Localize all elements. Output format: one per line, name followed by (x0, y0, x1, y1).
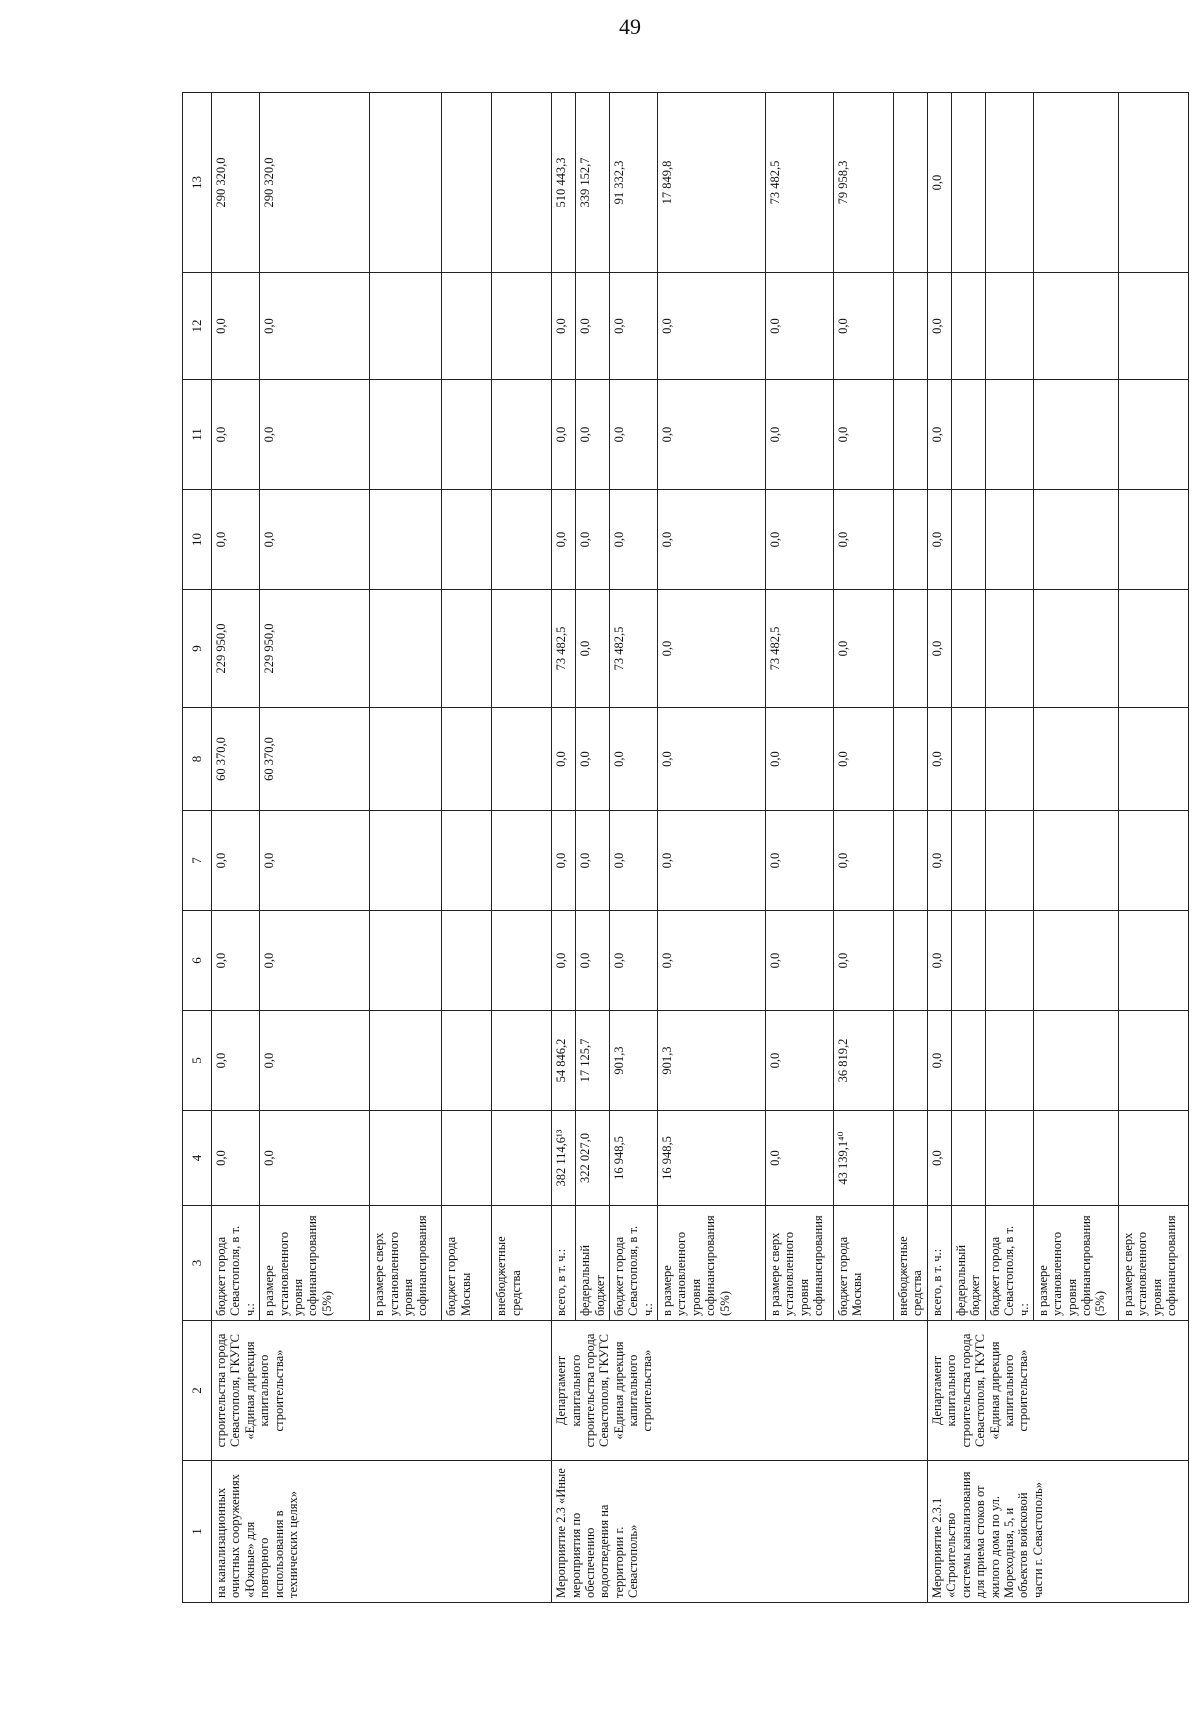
value-cell: 54 846,2 (552, 1011, 576, 1111)
value-cell: 16 948,5 (609, 1111, 657, 1206)
value-cell (1033, 590, 1118, 708)
funding-source-cell: в размере сверх установленного уровня софинансирования (370, 1206, 442, 1321)
value-cell: 0,0 (928, 708, 952, 811)
value-cell (492, 490, 552, 590)
value-cell: 0,0 (834, 811, 894, 911)
value-cell: 290 320,0 (260, 93, 370, 273)
value-cell (492, 1011, 552, 1111)
value-cell (442, 93, 492, 273)
value-cell: 229 950,0 (212, 590, 260, 708)
value-cell (442, 911, 492, 1011)
value-cell (442, 811, 492, 911)
value-cell: 382 114,6¹³ (552, 1111, 576, 1206)
column-number-header: 10 (183, 490, 212, 590)
value-cell (442, 273, 492, 380)
funding-source-cell: внебюджетные средства (492, 1206, 552, 1321)
funding-source-cell: бюджет города Москвы (442, 1206, 492, 1321)
value-cell: 339 152,7 (576, 93, 610, 273)
value-cell: 0,0 (834, 590, 894, 708)
value-cell (370, 811, 442, 911)
value-cell: 0,0 (766, 1111, 834, 1206)
value-cell (492, 273, 552, 380)
funding-source-cell: бюджет города Севастополя, в т. ч.: (985, 1206, 1033, 1321)
value-cell: 0,0 (928, 93, 952, 273)
value-cell (1118, 1011, 1188, 1111)
value-cell (985, 380, 1033, 490)
value-cell (1118, 490, 1188, 590)
value-cell: 0,0 (609, 911, 657, 1011)
value-cell: 0,0 (658, 911, 766, 1011)
value-cell (492, 590, 552, 708)
value-cell: 0,0 (766, 490, 834, 590)
value-cell: 73 482,5 (609, 590, 657, 708)
value-cell (370, 1111, 442, 1206)
value-cell (1118, 93, 1188, 273)
value-cell: 91 332,3 (609, 93, 657, 273)
value-cell: 0,0 (766, 1011, 834, 1111)
column-number-header: 9 (183, 590, 212, 708)
value-cell (985, 490, 1033, 590)
value-cell: 510 443,3 (552, 93, 576, 273)
value-cell: 0,0 (766, 273, 834, 380)
value-cell (370, 590, 442, 708)
value-cell: 0,0 (212, 911, 260, 1011)
value-cell (894, 708, 928, 811)
value-cell: 0,0 (576, 811, 610, 911)
value-cell: 290 320,0 (212, 93, 260, 273)
value-cell (492, 93, 552, 273)
value-cell: 0,0 (834, 273, 894, 380)
value-cell: 0,0 (658, 380, 766, 490)
value-cell (370, 1011, 442, 1111)
value-cell (442, 708, 492, 811)
value-cell (985, 911, 1033, 1011)
value-cell: 60 370,0 (260, 708, 370, 811)
page-number: 49 (619, 14, 641, 39)
value-cell (952, 273, 986, 380)
value-cell (1118, 380, 1188, 490)
value-cell (952, 93, 986, 273)
value-cell: 0,0 (552, 273, 576, 380)
value-cell (370, 380, 442, 490)
value-cell (492, 811, 552, 911)
value-cell (894, 1111, 928, 1206)
funding-source-cell: всего, в т. ч.: (552, 1206, 576, 1321)
value-cell: 0,0 (576, 490, 610, 590)
value-cell: 0,0 (834, 911, 894, 1011)
value-cell (985, 1111, 1033, 1206)
funding-source-cell: в размере установленного уровня софинансирования (5%) (1033, 1206, 1118, 1321)
value-cell (1118, 911, 1188, 1011)
value-cell: 0,0 (766, 811, 834, 911)
value-cell: 79 958,3 (834, 93, 894, 273)
value-cell (952, 708, 986, 811)
value-cell: 0,0 (212, 490, 260, 590)
value-cell (894, 911, 928, 1011)
value-cell: 0,0 (928, 490, 952, 590)
header-row (183, 93, 212, 1603)
value-cell: 0,0 (834, 380, 894, 490)
value-cell: 901,3 (609, 1011, 657, 1111)
measure-name-cell: Мероприятие 2.3.1 «Строительство системы канализования для приема стоков от жилого дома по ул. Мореходная, 5, и объектов войсковой части г. Севастополь» (928, 1461, 1189, 1603)
value-cell: 0,0 (576, 708, 610, 811)
value-cell (1118, 273, 1188, 380)
value-cell: 0,0 (928, 911, 952, 1011)
column-number-header: 12 (183, 273, 212, 380)
value-cell: 0,0 (928, 273, 952, 380)
value-cell: 0,0 (658, 708, 766, 811)
value-cell: 0,0 (658, 590, 766, 708)
value-cell (1118, 1111, 1188, 1206)
value-cell: 0,0 (766, 911, 834, 1011)
table-row (928, 93, 952, 1603)
column-number-header: 8 (183, 708, 212, 811)
value-cell (1033, 273, 1118, 380)
value-cell (985, 811, 1033, 911)
value-cell (1033, 911, 1118, 1011)
value-cell: 0,0 (609, 708, 657, 811)
value-cell: 0,0 (552, 490, 576, 590)
value-cell: 73 482,5 (552, 590, 576, 708)
value-cell: 0,0 (834, 490, 894, 590)
column-number-header: 2 (183, 1321, 212, 1461)
value-cell (442, 1011, 492, 1111)
value-cell (1033, 1111, 1118, 1206)
funding-source-cell: всего, в т. ч.: (928, 1206, 952, 1321)
value-cell (1118, 590, 1188, 708)
value-cell (894, 490, 928, 590)
value-cell: 0,0 (658, 490, 766, 590)
value-cell (1118, 708, 1188, 811)
funding-source-cell: в размере установленного уровня софинансирования (5%) (260, 1206, 370, 1321)
value-cell (894, 93, 928, 273)
value-cell (370, 93, 442, 273)
value-cell (1033, 93, 1118, 273)
value-cell: 322 027,0 (576, 1111, 610, 1206)
value-cell: 0,0 (576, 273, 610, 380)
column-number-header: 4 (183, 1111, 212, 1206)
funding-source-cell: в размере сверх установленного уровня софинансирования (1118, 1206, 1188, 1321)
value-cell: 0,0 (212, 273, 260, 380)
value-cell: 43 139,1⁴⁰ (834, 1111, 894, 1206)
table-row (552, 93, 576, 1603)
rotated-table-wrapper (182, 93, 1178, 1603)
value-cell: 0,0 (766, 380, 834, 490)
value-cell (1033, 708, 1118, 811)
value-cell (492, 1111, 552, 1206)
value-cell (894, 811, 928, 911)
value-cell: 0,0 (260, 490, 370, 590)
executor-cell: строительства города Севастополя, ГКУГС «Единая дирекция капитального строительства» (212, 1321, 552, 1461)
column-number-header: 7 (183, 811, 212, 911)
column-number-header: 3 (183, 1206, 212, 1321)
funding-source-cell: в размере сверх установленного уровня софинансирования (766, 1206, 834, 1321)
value-cell: 0,0 (609, 380, 657, 490)
value-cell: 0,0 (260, 1011, 370, 1111)
value-cell (952, 490, 986, 590)
value-cell: 73 482,5 (766, 93, 834, 273)
value-cell: 0,0 (928, 380, 952, 490)
value-cell: 0,0 (212, 1111, 260, 1206)
value-cell: 0,0 (928, 811, 952, 911)
value-cell: 0,0 (609, 811, 657, 911)
value-cell (442, 1111, 492, 1206)
value-cell: 0,0 (552, 380, 576, 490)
value-cell: 0,0 (260, 1111, 370, 1206)
funding-source-cell: бюджет города Севастополя, в т. ч.: (609, 1206, 657, 1321)
funding-source-cell: внебюджетные средства (894, 1206, 928, 1321)
value-cell (952, 590, 986, 708)
value-cell (370, 911, 442, 1011)
value-cell: 0,0 (928, 590, 952, 708)
value-cell: 36 819,2 (834, 1011, 894, 1111)
value-cell: 0,0 (212, 811, 260, 911)
measure-name-cell: на канализационных очистных сооружениях «Южные» для повторного использования в технических целях» (212, 1461, 552, 1603)
value-cell (1118, 811, 1188, 911)
value-cell: 17 849,8 (658, 93, 766, 273)
value-cell (1033, 1011, 1118, 1111)
value-cell (492, 380, 552, 490)
funding-source-cell: бюджет города Севастополя, в т. ч.: (212, 1206, 260, 1321)
value-cell: 0,0 (609, 490, 657, 590)
value-cell (370, 273, 442, 380)
value-cell: 0,0 (576, 911, 610, 1011)
column-number-header: 13 (183, 93, 212, 273)
value-cell (442, 590, 492, 708)
value-cell: 229 950,0 (260, 590, 370, 708)
value-cell (1033, 811, 1118, 911)
value-cell: 0,0 (658, 273, 766, 380)
value-cell: 0,0 (260, 911, 370, 1011)
value-cell: 0,0 (609, 273, 657, 380)
value-cell (492, 911, 552, 1011)
value-cell (952, 811, 986, 911)
value-cell: 0,0 (928, 1111, 952, 1206)
column-number-header: 6 (183, 911, 212, 1011)
value-cell (894, 380, 928, 490)
budget-table (182, 92, 1189, 1603)
value-cell (985, 273, 1033, 380)
value-cell (985, 590, 1033, 708)
value-cell: 0,0 (212, 1011, 260, 1111)
value-cell: 0,0 (552, 811, 576, 911)
value-cell: 0,0 (576, 590, 610, 708)
value-cell (894, 1011, 928, 1111)
value-cell (985, 1011, 1033, 1111)
table-row (212, 93, 260, 1603)
funding-source-cell: бюджет города Москвы (834, 1206, 894, 1321)
value-cell (952, 1111, 986, 1206)
value-cell: 0,0 (552, 708, 576, 811)
value-cell (894, 590, 928, 708)
value-cell (985, 708, 1033, 811)
value-cell (442, 490, 492, 590)
value-cell: 0,0 (576, 380, 610, 490)
value-cell (370, 708, 442, 811)
funding-source-cell: федеральный бюджет (952, 1206, 986, 1321)
value-cell (985, 93, 1033, 273)
column-number-header: 1 (183, 1461, 212, 1603)
value-cell (1033, 490, 1118, 590)
funding-source-cell: федеральный бюджет (576, 1206, 610, 1321)
value-cell: 16 948,5 (658, 1111, 766, 1206)
value-cell: 0,0 (260, 380, 370, 490)
value-cell: 60 370,0 (212, 708, 260, 811)
value-cell: 901,3 (658, 1011, 766, 1111)
executor-cell: Департамент капитального строительства города Севастополя, ГКУГС «Единая дирекция капитального строительства» (552, 1321, 928, 1461)
value-cell (952, 1011, 986, 1111)
value-cell (1033, 380, 1118, 490)
value-cell: 0,0 (260, 811, 370, 911)
value-cell (442, 380, 492, 490)
executor-cell: Департамент капитального строительства города Севастополя, ГКУГС «Единая дирекция капитального строительства» (928, 1321, 1189, 1461)
value-cell: 0,0 (552, 911, 576, 1011)
value-cell: 17 125,7 (576, 1011, 610, 1111)
value-cell: 0,0 (658, 811, 766, 911)
measure-name-cell: Мероприятие 2.3 «Иные мероприятия по обеспечению водоотведения на территории г. Севастополь» (552, 1461, 928, 1603)
column-number-header: 5 (183, 1011, 212, 1111)
value-cell (370, 490, 442, 590)
value-cell (492, 708, 552, 811)
value-cell (952, 380, 986, 490)
column-number-header: 11 (183, 380, 212, 490)
value-cell: 0,0 (928, 1011, 952, 1111)
value-cell: 0,0 (766, 708, 834, 811)
value-cell (894, 273, 928, 380)
value-cell: 0,0 (212, 380, 260, 490)
value-cell: 73 482,5 (766, 590, 834, 708)
funding-source-cell: в размере установленного уровня софинансирования (5%) (658, 1206, 766, 1321)
value-cell: 0,0 (260, 273, 370, 380)
value-cell (952, 911, 986, 1011)
value-cell: 0,0 (834, 708, 894, 811)
